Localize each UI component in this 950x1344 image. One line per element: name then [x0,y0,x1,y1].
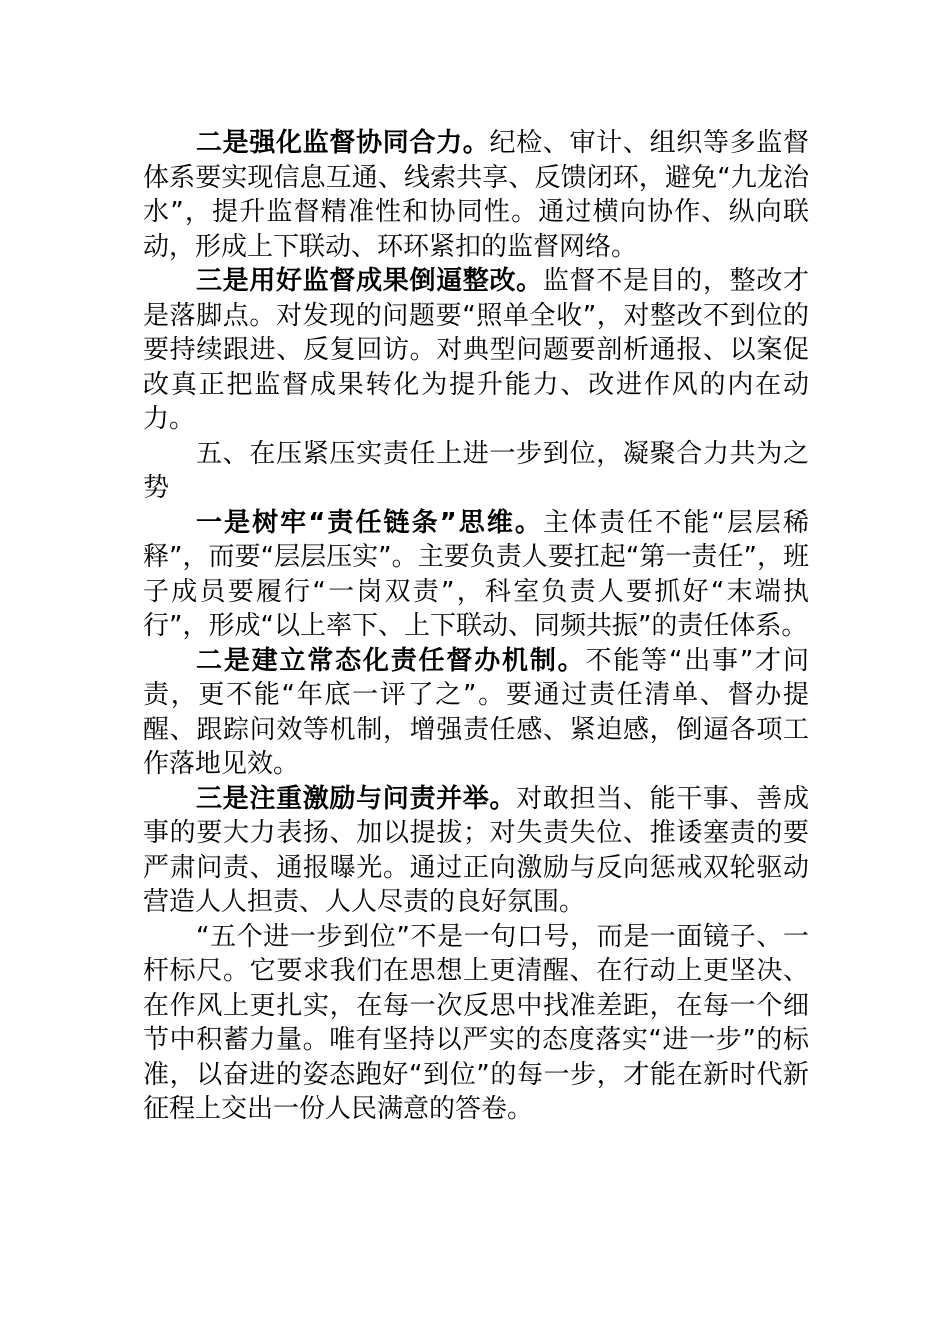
paragraph-text: 不能等“出事”才问责，更不能“年底一评了之”。要通过责任清单、督办提醒、跟踪问效等机制，增强责任感、紧迫感，倒逼各项工作落地见效。 [143,645,809,779]
document-body [143,126,809,1127]
paragraph-conclusion [143,920,809,1127]
paragraph-supervision-results [143,264,809,437]
paragraph-text: “五个进一步到位”不是一句口号，而是一面镜子、一杆标尺。它要求我们在思想上更清醒、在行动上更坚决、在作风上更扎实，在每一次反思中找准差距，在每一个细节中积蓄力量。唯有坚持以严实的态度落实“进一步”的标准，以奋进的姿态跑好“到位”的每一步，才能在新时代新征程上交出一份人民满意的答卷。 [143,921,809,1124]
paragraph-lead: 三是注重激励与问责并举。 [196,783,517,814]
paragraph-text: 对敢担当、能干事、善成事的要大力表扬、加以提拔；对失责失位、推诿塞责的要严肃问责、通报曝光。通过正向激励与反向惩戒双轮驱动营造人人担责、人人尽责的良好氛围。 [143,783,809,917]
paragraph-text: 监督不是目的，整改才是落脚点。对发现的问题要“照单全收”，对整改不到位的要持续跟进、反复回访。对典型问题要剖析通报、以案促改真正把监督成果转化为提升能力、改进作风的内在动力。 [143,266,809,434]
paragraph-supervision-synergy [143,126,809,264]
paragraph-lead: 二是建立常态化责任督办机制。 [196,645,586,676]
paragraph-lead: 二是强化监督协同合力。 [196,128,490,158]
paragraph-supervision-mechanism [143,644,809,782]
paragraph-incentive-accountability [143,782,809,920]
section-heading-text: 五、在压紧压实责任上进一步到位，凝聚合力共为之势 [143,438,809,503]
paragraph-lead: 一是树牢“责任链条”思维。 [196,507,543,538]
paragraph-text: 纪检、审计、组织等多监督体系要实现信息互通、线索共享、反馈闭环，避免“九龙治水”，提升监督精准性和协同性。通过横向协作、纵向联动，形成上下联动、环环紧扣的监督网络。 [143,128,809,262]
paragraph-text: 主体责任不能“层层稀释”，而要“层层压实”。主要负责人要扛起“第一责任”，班子成员要履行“一岗双责”，科室负责人要抓好“末端执行”，形成“以上率下、上下联动、同频共振”的责任体系。 [143,507,809,641]
section-heading [143,437,809,506]
paragraph-responsibility-chain [143,506,809,644]
paragraph-lead: 三是用好监督成果倒逼整改。 [196,266,543,296]
